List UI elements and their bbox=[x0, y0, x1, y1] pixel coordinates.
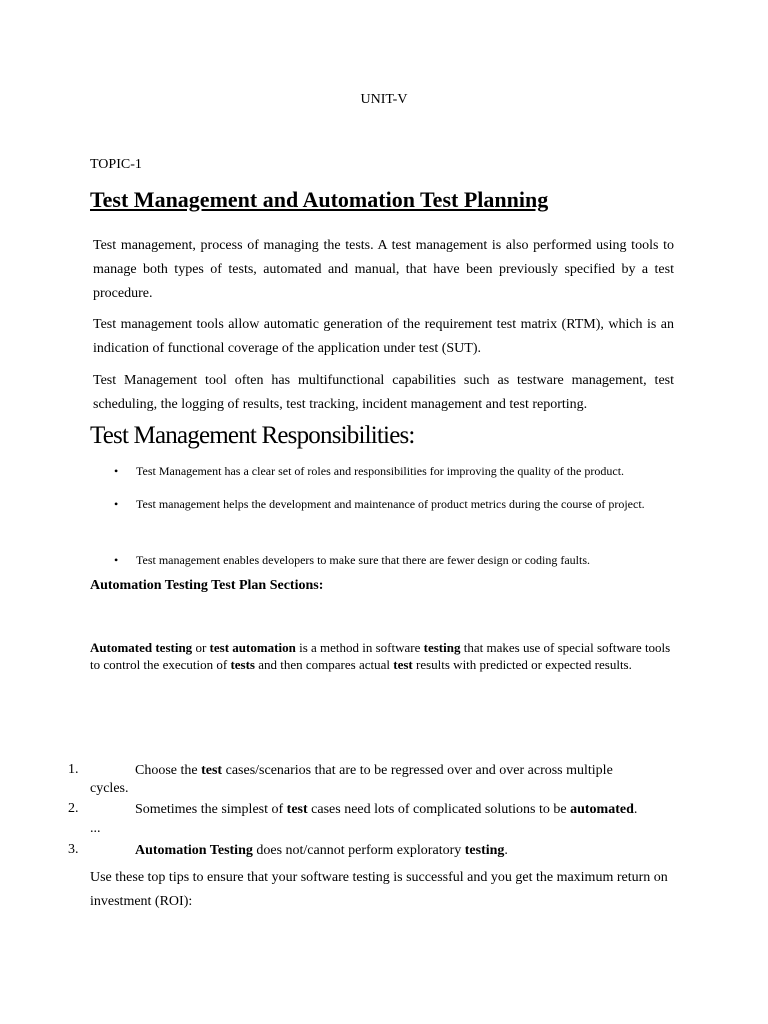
bold-text: Automated testing bbox=[90, 640, 193, 655]
text: does not/cannot perform exploratory bbox=[252, 843, 465, 858]
topic-label: TOPIC-1 bbox=[90, 157, 142, 172]
bold-text: testing bbox=[464, 843, 505, 858]
bold-text: test automation bbox=[209, 640, 296, 655]
automation-paragraph bbox=[90, 639, 680, 673]
responsibilities-list bbox=[114, 460, 674, 483]
bullet-icon: • bbox=[114, 497, 119, 511]
numbered-item-3 bbox=[135, 842, 695, 860]
text: and then compares actual bbox=[254, 657, 394, 672]
list-number: 3. bbox=[68, 842, 79, 857]
list-item-text: Test management helps the development and maintenance of product metrics during the course of project. bbox=[136, 497, 645, 511]
responsibilities-list bbox=[114, 549, 674, 572]
numbered-item-2-continuation: ... bbox=[90, 821, 101, 836]
responsibilities-list bbox=[114, 493, 674, 516]
bold-text: tests bbox=[230, 657, 255, 672]
automation-heading: Automation Testing Test Plan Sections: bbox=[90, 578, 324, 593]
intro-paragraph-2: Test management tools allow automatic generation of the requirement test matrix (RTM), which is an indication of functional coverage of the application under test (SUT). bbox=[93, 317, 674, 356]
bold-text: automated bbox=[570, 802, 634, 817]
responsibilities-heading: Test Management Responsibilities: bbox=[90, 422, 415, 449]
list-item bbox=[114, 460, 674, 483]
text: is a method in software bbox=[295, 640, 424, 655]
text: that makes use of special software tools to control the execution of bbox=[90, 640, 671, 672]
numbered-item-2 bbox=[135, 801, 695, 819]
bold-text: test bbox=[286, 802, 308, 817]
bold-text: Automation Testing bbox=[135, 843, 253, 858]
bold-text: testing bbox=[423, 640, 461, 655]
list-item bbox=[114, 549, 674, 572]
intro-paragraph-1: Test management, process of managing the tests. A test management is also performed using tools to manage both types of tests, automated and manual, that have been previously specified by a test procedure. bbox=[93, 238, 674, 301]
list-item-text: Test Management has a clear set of roles and responsibilities for improving the quality of the product. bbox=[136, 464, 625, 478]
list-item bbox=[114, 493, 674, 516]
bold-text: test bbox=[393, 657, 413, 672]
text: cases/scenarios that are to be regressed over and over across multiple bbox=[222, 763, 613, 778]
text: Sometimes the simplest of bbox=[135, 802, 287, 817]
numbered-item-1 bbox=[135, 762, 695, 780]
text: results with predicted or expected results. bbox=[412, 657, 632, 672]
bold-text: test bbox=[201, 763, 223, 778]
list-number: 2. bbox=[68, 801, 79, 816]
unit-label: UNIT-V bbox=[360, 92, 408, 107]
text: . bbox=[633, 802, 638, 817]
numbered-item-1-continuation: cycles. bbox=[90, 781, 129, 796]
intro-paragraph-3: Test Management tool often has multifunctional capabilities such as testware management, test scheduling, the logging of results, test tracking, incident management and test reporting. bbox=[93, 373, 674, 412]
text: Choose the bbox=[135, 763, 202, 778]
page-title: Test Management and Automation Test Planning bbox=[90, 187, 549, 212]
bullet-icon: • bbox=[114, 553, 119, 567]
list-number: 1. bbox=[68, 762, 79, 777]
text: . bbox=[504, 843, 508, 858]
closing-paragraph: Use these top tips to ensure that your software testing is successful and you get the maximum return on investment (ROI): bbox=[90, 870, 668, 909]
text: cases need lots of complicated solutions to be bbox=[307, 802, 571, 817]
list-item-text: Test management enables developers to make sure that there are fewer design or coding faults. bbox=[136, 553, 590, 567]
bullet-icon: • bbox=[114, 464, 119, 478]
text: or bbox=[192, 640, 210, 655]
